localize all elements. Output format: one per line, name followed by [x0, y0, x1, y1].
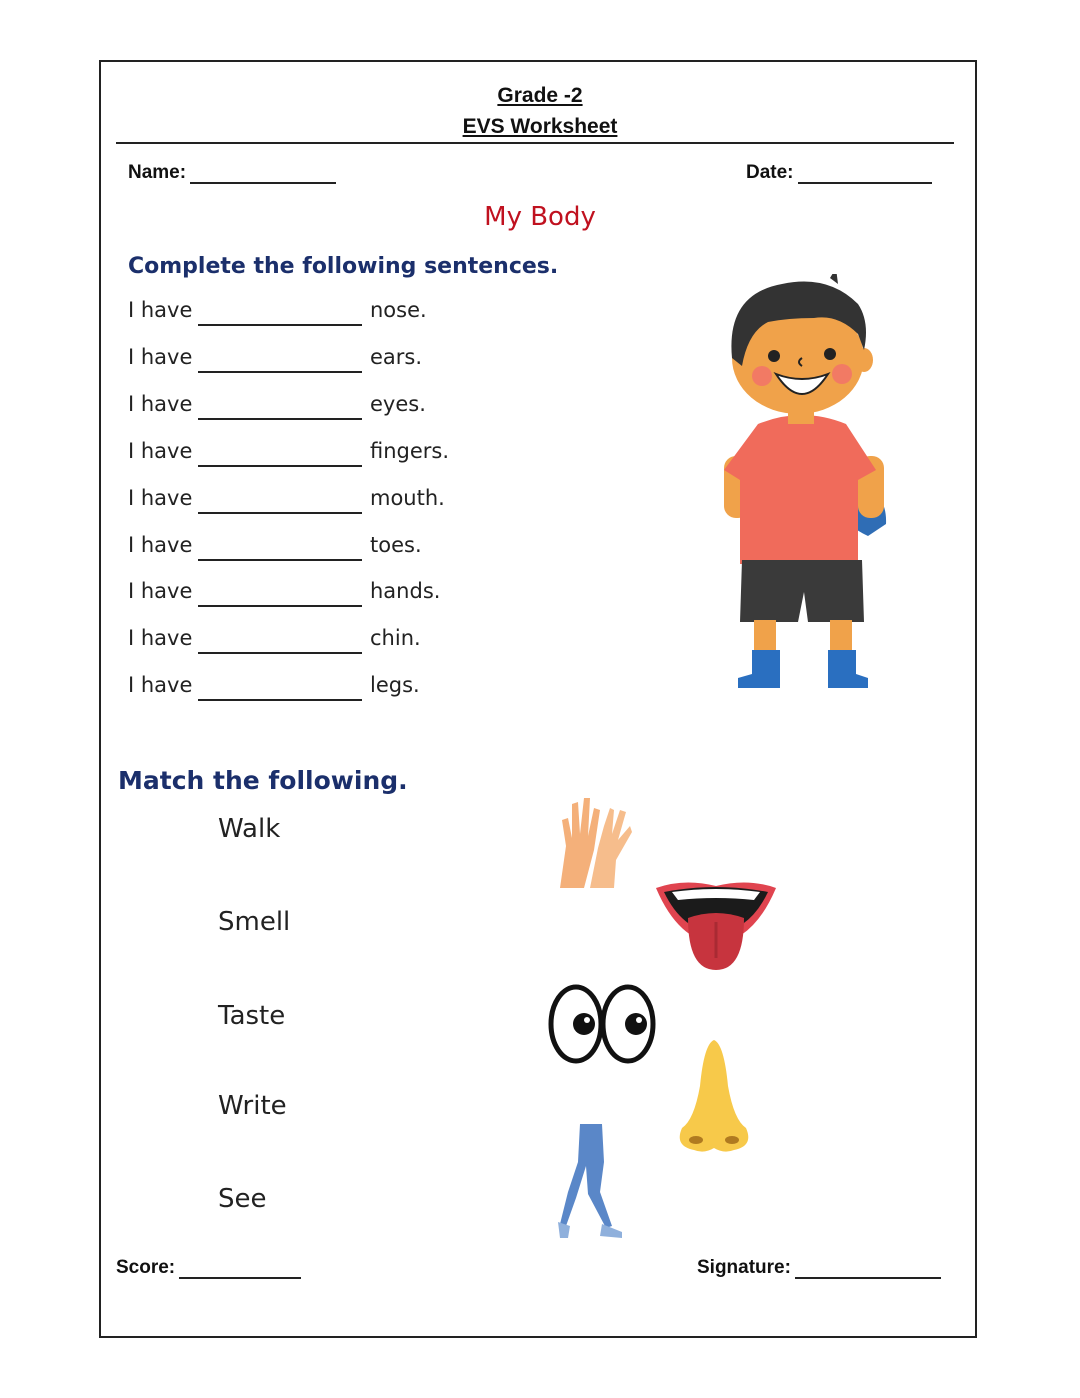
sentence-prefix: I have	[128, 344, 193, 369]
answer-blank[interactable]	[198, 605, 362, 607]
date-blank[interactable]	[798, 182, 932, 184]
date-field	[746, 162, 932, 184]
sentence-prefix: I have	[128, 579, 193, 604]
answer-blank[interactable]	[198, 324, 362, 326]
signature-blank[interactable]	[795, 1277, 941, 1279]
body-part-word: toes.	[370, 532, 422, 557]
answer-blank[interactable]	[198, 699, 362, 701]
section-complete-heading: Complete the following sentences.	[128, 254, 559, 279]
score-label: Score:	[116, 1257, 176, 1278]
sentence-row	[128, 438, 450, 463]
body-part-word: ears.	[370, 344, 423, 369]
score-field	[116, 1257, 301, 1279]
header-divider	[116, 142, 954, 144]
sentence-prefix: I have	[128, 485, 193, 510]
body-part-word: hands.	[370, 579, 441, 604]
answer-blank[interactable]	[198, 371, 362, 373]
body-part-word: eyes.	[370, 391, 426, 416]
name-field	[128, 162, 336, 184]
sentence-prefix: I have	[128, 532, 193, 557]
body-part-word: chin.	[370, 626, 421, 651]
answer-blank[interactable]	[198, 559, 362, 561]
answer-blank[interactable]	[198, 652, 362, 654]
eyes-icon	[548, 984, 658, 1064]
sentence-prefix: I have	[128, 626, 193, 651]
hands-icon	[554, 790, 634, 890]
date-label: Date:	[746, 162, 794, 183]
match-word[interactable]: Taste	[218, 1001, 286, 1031]
mouth-icon	[654, 878, 778, 972]
grade-title: Grade -2	[497, 84, 583, 107]
signature-label: Signature:	[697, 1257, 791, 1278]
score-blank[interactable]	[179, 1277, 301, 1279]
match-word[interactable]: Write	[218, 1091, 287, 1121]
match-word[interactable]: Walk	[218, 814, 281, 844]
section-match-heading: Match the following.	[118, 766, 408, 795]
match-word[interactable]: Smell	[218, 907, 291, 937]
sentence-prefix: I have	[128, 391, 193, 416]
sentence-prefix: I have	[128, 438, 193, 463]
body-part-word: mouth.	[370, 485, 445, 510]
name-blank[interactable]	[190, 182, 336, 184]
sentence-row	[128, 485, 445, 510]
sentence-row	[128, 298, 427, 322]
sentence-row	[128, 344, 423, 369]
signature-field	[697, 1257, 941, 1279]
sentence-row	[128, 532, 422, 557]
body-part-word: fingers.	[370, 438, 450, 463]
sentence-prefix: I have	[128, 298, 193, 322]
body-part-word: nose.	[370, 298, 427, 322]
nose-icon	[676, 1036, 752, 1156]
answer-blank[interactable]	[198, 465, 362, 467]
sentence-row	[128, 579, 441, 604]
answer-blank[interactable]	[198, 418, 362, 420]
sentence-prefix: I have	[128, 673, 193, 698]
sentence-row	[128, 626, 421, 651]
match-word[interactable]: See	[218, 1184, 267, 1214]
sentence-row	[128, 391, 426, 416]
body-part-word: legs.	[370, 673, 420, 698]
boy-with-backpack	[718, 274, 892, 692]
subject-title: EVS Worksheet	[462, 115, 618, 138]
answer-blank[interactable]	[198, 512, 362, 514]
leg-icon	[556, 1122, 630, 1242]
sentence-row	[128, 673, 420, 698]
page-topic: My Body	[484, 202, 596, 232]
name-label: Name:	[128, 162, 187, 183]
